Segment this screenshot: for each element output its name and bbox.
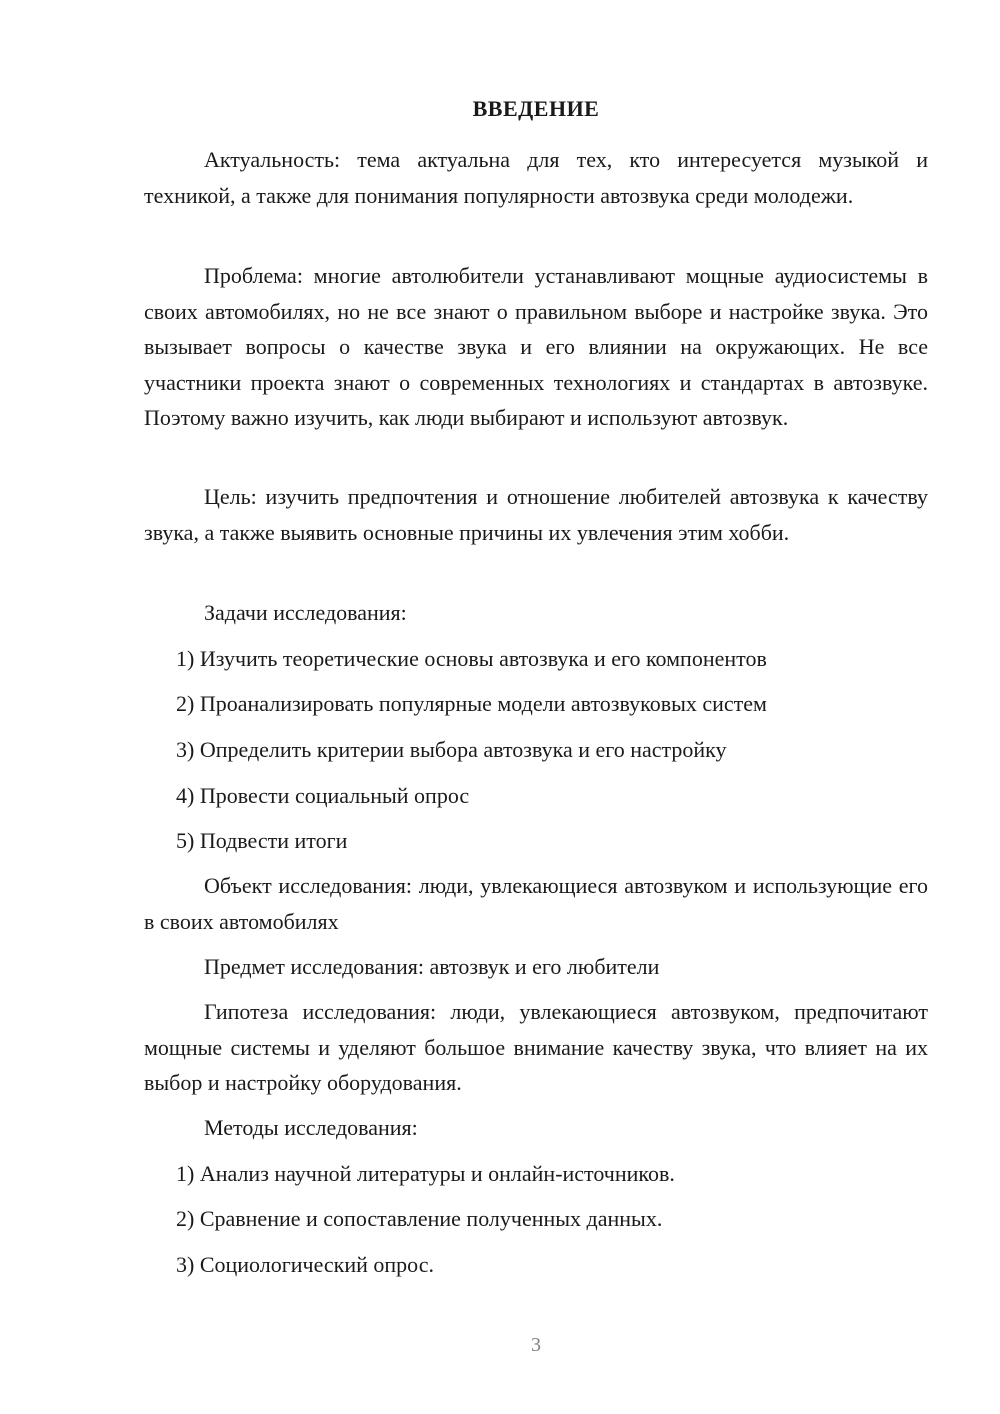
section-title: ВВЕДЕНИЕ <box>472 96 600 121</box>
problem-paragraph: Проблема: многие автолюбители устанавливают мощные аудиосистемы в своих автомобилях, но не все знают о правильном выборе и настройке звука. Это вызывает вопросы о качестве звука и его влиянии на окружающих. Не все участники проекта знают о современных технологиях и стандартах в автозвуке. Поэтому важно изучить, как люди выбирают и используют автозвук. <box>144 263 928 430</box>
method-item: 1) Анализ научной литературы и онлайн-источников. <box>176 1161 675 1186</box>
task-item: 4) Провести социальный опрос <box>176 783 470 808</box>
task-item: 2) Проанализировать популярные модели автозвуковых систем <box>176 691 767 716</box>
relevance-paragraph: Актуальность: тема актуальна для тех, кто интересуется музыкой и техникой, а также для понимания популярности автозвука среди молодежи. <box>144 147 928 208</box>
task-item: 3) Определить критерии выбора автозвука и его настройку <box>176 737 727 762</box>
methods-heading: Методы исследования: <box>204 1115 418 1140</box>
subject-paragraph: Предмет исследования: автозвук и его любители <box>204 954 660 979</box>
task-item: 1) Изучить теоретические основы автозвука и его компонентов <box>176 646 767 671</box>
object-paragraph: Объект исследования: люди, увлекающиеся автозвуком и использующие его в своих автомобилях <box>144 873 928 934</box>
method-item: 2) Сравнение и сопоставление полученных данных. <box>176 1206 663 1231</box>
task-item: 5) Подвести итоги <box>176 828 348 853</box>
hypothesis-paragraph: Гипотеза исследования: люди, увлекающиеся автозвуком, предпочитают мощные системы и уделяют большое внимание качеству звука, что влияет на их выбор и настройку оборудования. <box>144 999 928 1095</box>
goal-paragraph: Цель: изучить предпочтения и отношение любителей автозвука к качеству звука, а также выявить основные причины их увлечения этим хобби. <box>144 484 928 545</box>
page-number: 3 <box>531 1334 541 1356</box>
tasks-heading: Задачи исследования: <box>204 600 407 625</box>
method-item: 3) Социологический опрос. <box>176 1252 434 1277</box>
